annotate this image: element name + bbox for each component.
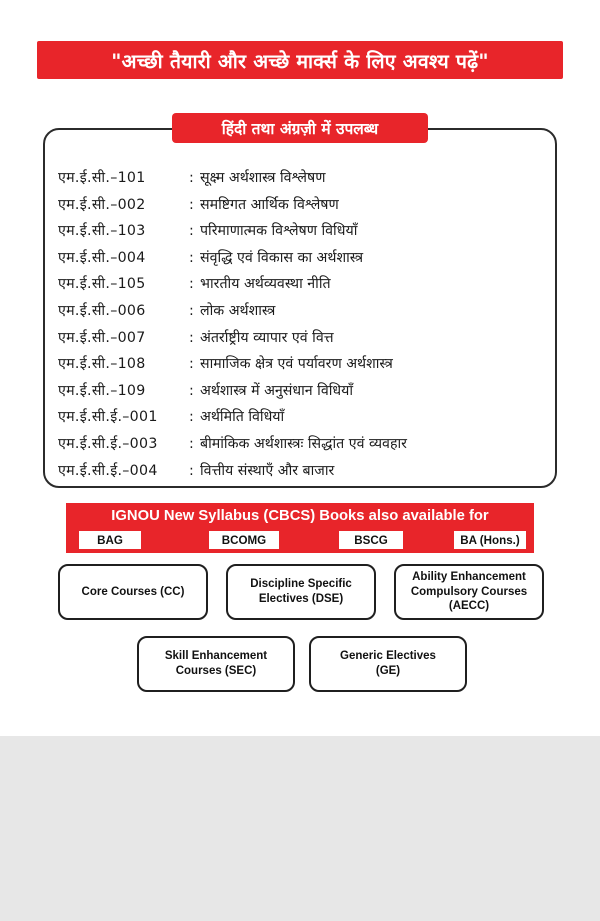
course-title: सूक्ष्म अर्थशास्त्र विश्लेषण: [200, 170, 326, 186]
course-separator: :: [189, 196, 194, 213]
course-list-item: [58, 461, 548, 488]
course-category-box: Ability Enhancement Compulsory Courses (AECC): [394, 564, 544, 620]
course-code: एम.ई.सी.–105: [58, 276, 146, 293]
course-code: एम.ई.सी.–002: [58, 196, 146, 213]
course-code: एम.ई.सी.–103: [58, 223, 146, 240]
course-list-item: [58, 301, 548, 328]
syllabus-banner-title: IGNOU New Syllabus (CBCS) Books also available for: [111, 508, 489, 524]
language-availability-label: हिंदी तथा अंग्रज़ी में उपलब्ध: [221, 120, 379, 138]
course-title: परिमाणात्मक विश्लेषण विधियाँ: [200, 223, 358, 240]
course-list-item: [58, 381, 548, 408]
course-separator: :: [189, 382, 194, 399]
course-list-item: [58, 248, 548, 275]
course-title: अर्थमिति विधियाँ: [200, 409, 285, 426]
course-code: एम.ई.सी.ई.–004: [58, 462, 158, 479]
course-list-item: [58, 168, 548, 195]
course-separator: :: [189, 223, 194, 240]
course-title: समष्टिगत आर्थिक विश्लेषण: [200, 196, 339, 213]
course-category-row-1: [58, 564, 544, 620]
course-code: एम.ई.सी.–006: [58, 302, 146, 319]
course-category-box: Core Courses (CC): [58, 564, 208, 620]
footer-band: [0, 736, 600, 921]
course-category-box: Generic Electives (GE): [309, 636, 467, 692]
syllabus-banner: [66, 503, 534, 553]
course-separator: :: [189, 356, 194, 373]
course-separator: :: [189, 170, 194, 186]
course-title: लोक अर्थशास्त्र: [200, 302, 276, 319]
course-separator: :: [189, 302, 194, 319]
course-code: एम.ई.सी.ई.–003: [58, 435, 158, 452]
course-separator: :: [189, 435, 194, 452]
program-tag: BA (Hons.): [454, 531, 526, 549]
course-list-item: [58, 328, 548, 355]
course-category-row-2: [137, 636, 467, 692]
course-code: एम.ई.सी.ई.–001: [58, 409, 158, 426]
course-title: वित्तीय संस्थाएँ और बाजार: [200, 462, 335, 479]
syllabus-program-tags: [74, 531, 526, 549]
course-separator: :: [189, 329, 194, 346]
course-list-item: [58, 221, 548, 248]
course-category-box: Skill Enhancement Courses (SEC): [137, 636, 295, 692]
course-list-item: [58, 354, 548, 381]
program-tag: BAG: [79, 531, 141, 549]
course-title: अंतर्राष्ट्रीय व्यापार एवं वित्त: [200, 329, 334, 346]
course-code: एम.ई.सी.–101: [58, 170, 146, 186]
course-code: एम.ई.सी.–108: [58, 356, 146, 373]
course-title: अर्थशास्त्र में अनुसंधान विधियाँ: [200, 382, 354, 399]
course-separator: :: [189, 249, 194, 266]
course-list-item: [58, 195, 548, 222]
course-category-box: Discipline Specific Electives (DSE): [226, 564, 376, 620]
course-code: एम.ई.सी.–004: [58, 249, 146, 266]
course-separator: :: [189, 409, 194, 426]
course-title: सामाजिक क्षेत्र एवं पर्यावरण अर्थशास्त्र: [200, 356, 393, 373]
course-list-item: [58, 434, 548, 461]
course-list-item: [58, 274, 548, 301]
language-availability-pill: [172, 113, 428, 143]
quote-banner: [37, 41, 563, 79]
course-list: [58, 168, 548, 487]
program-tag: BCOMG: [209, 531, 279, 549]
program-tag: BSCG: [339, 531, 403, 549]
course-code: एम.ई.सी.–007: [58, 329, 146, 346]
quote-text: "अच्छी तैयारी और अच्छे मार्क्स के लिए अवश्य पढ़ें": [111, 49, 489, 73]
course-title: भारतीय अर्थव्यवस्था नीति: [200, 276, 331, 293]
course-code: एम.ई.सी.–109: [58, 382, 146, 399]
course-title: संवृद्धि एवं विकास का अर्थशास्त्र: [200, 249, 364, 266]
course-title: बीमांकिक अर्थशास्त्रः सिद्धांत एवं व्यवहार: [200, 435, 407, 452]
course-separator: :: [189, 276, 194, 293]
course-separator: :: [189, 462, 194, 479]
course-list-item: [58, 407, 548, 434]
